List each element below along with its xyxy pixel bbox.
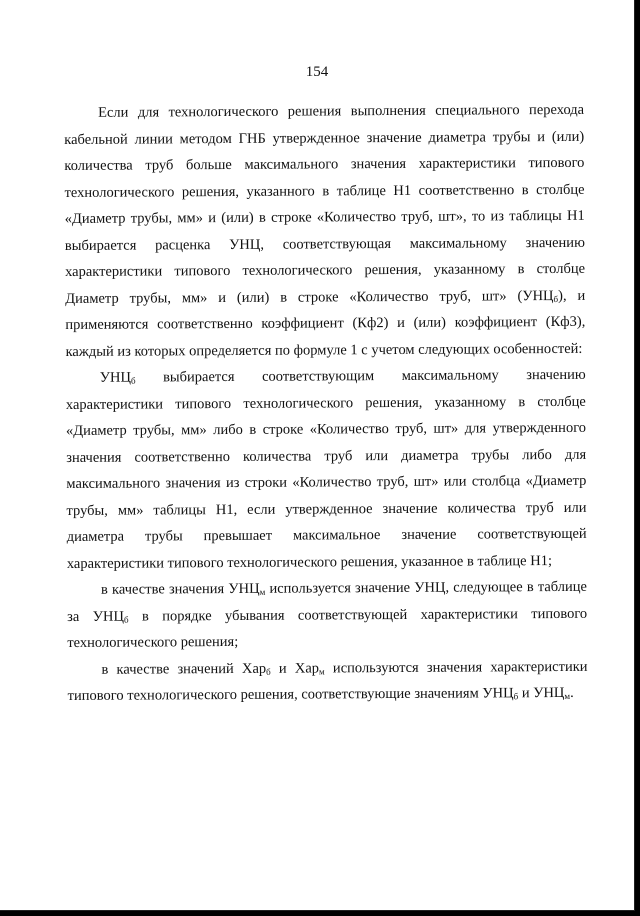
text-run: в порядке убывания соответствующей характеристики типового технологического решения;: [67, 605, 588, 651]
text-run: в качестве значения УНЦ: [100, 580, 260, 598]
subscript: м: [319, 665, 325, 676]
text-run: выбирается соответствующим максимальному значению характеристики типового технологического решения, указанному в столбце «Диаметр трубы, мм» либо в строке «Количество труб, шт» для утвержденного значения соответственно количества труб или диаметра трубы либо для максимального значения из строки «Количество труб, шт» или столбца «Диаметр трубы, мм» таблицы Н1, если утвержденное значение количества труб или диаметра трубы превышает максимальное значение соответствующей характеристики типового технологического решения, указанное в таблице Н1;: [65, 366, 587, 572]
subscript: м: [259, 586, 266, 597]
text-run: используются значения характеристики типового технологического решения, соответствующие значениям УНЦ: [67, 658, 588, 704]
text-run: и УНЦ: [518, 684, 565, 702]
paragraph-4: [67, 653, 587, 709]
subscript: б: [130, 375, 136, 386]
text-run: Если для технологического решения выполнения специального перехода кабельной линии методом ГНБ утвержденное значение диаметра трубы и (или) количества труб больше максимального значения характеристики типового технологического решения, указанного в таблице Н1 соответственно в столбце «Диаметр трубы, мм» и (или) в строке «Количество труб, шт», то из таблицы Н1 выбирается расценка УНЦ, соответствующая максимальному значению характеристики типового технологического решения, указанному в столбце Диаметр трубы, мм» и (или) в строке «Количество труб, шт» (УНЦ: [64, 101, 586, 307]
text-run: используется значение УНЦ, следующее в таблице за УНЦ: [67, 578, 588, 625]
subscript: б: [553, 293, 559, 304]
text-run: и Хар: [270, 659, 320, 677]
subscript: м: [564, 690, 571, 701]
paragraph-3: [67, 574, 587, 657]
text-run: ), и применяются соответственно коэффициент (Кф2) и (или) коэффициент (Кф3), каждый из которых определяется по формуле 1 с учетом следующих особенностей:: [65, 287, 586, 360]
paragraph-2: [66, 362, 587, 577]
subscript: б: [513, 691, 519, 702]
subscript: б: [266, 666, 271, 677]
text-run: в качестве значений Хар: [101, 660, 267, 678]
page-number: 154: [305, 64, 329, 80]
paragraph-1: [64, 97, 586, 365]
text-run: .: [570, 684, 574, 701]
text-run: УНЦ: [99, 369, 131, 386]
document-body: [64, 97, 588, 710]
subscript: б: [123, 614, 129, 625]
